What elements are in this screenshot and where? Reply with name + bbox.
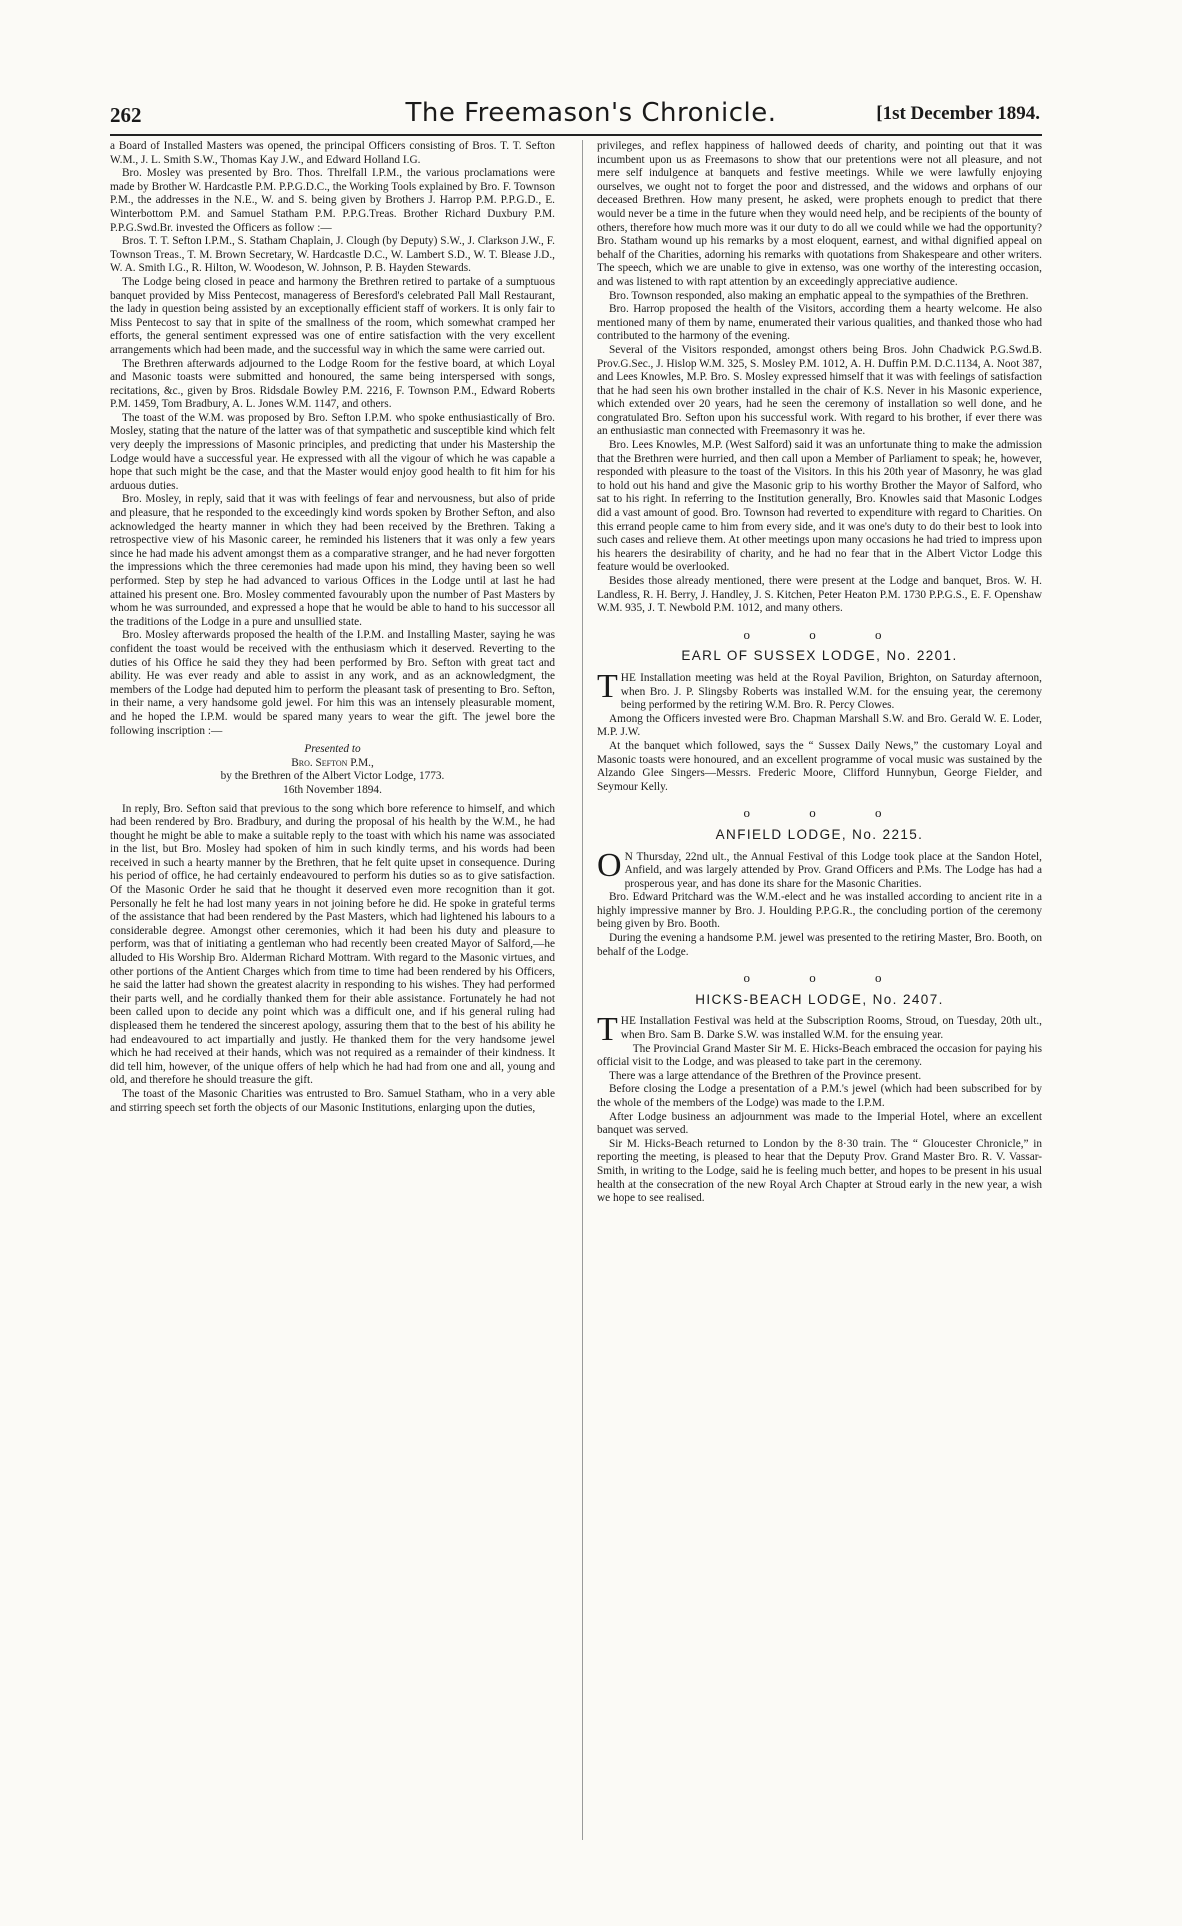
paragraph: HE Installation Festival was held at the Subscription Rooms, Stroud, on Tuesday, 20th ult., when Bro. Sam B. Darke S.W. was installed W.M. for the ensuing year. <box>620 1015 1042 1042</box>
page-header <box>0 0 1182 132</box>
paragraph: Bros. T. T. Sefton I.P.M., S. Statham Chaplain, J. Clough (by Deputy) S.W., J. Clarkson J.W., F. Townson Treas., T. M. Brown Secretary, W. Hardcastle D.C., W. Lambert S.D., W. T. Blease J.D., W. A. Smith I.G., R. Hilton, W. Woodeson, W. Johnson, P. B. Hayden Stewards. <box>110 235 555 275</box>
drop-cap: T <box>597 667 618 705</box>
paragraph: During the evening a handsome P.M. jewel was presented to the retiring Master, Bro. Booth, on behalf of the Lodge. <box>597 932 1042 958</box>
paragraph: Bro. Lees Knowles, M.P. (West Salford) said it was an unfortunate thing to make the admission that the Brethren were hurried, and then call upon a Member of Parliament to speak; he, however, responded with pleasure to the toast of the Visitors. In this his 20th year of Masonry, he was glad to hold out his hand and give the Masonic grip to his worthy Brother the Mayor of Salford, who sat to his right. In referring to the Institution generally, Bro. Knowles said that Masonic Lodges did a vast amount of good. Bro. Townson had reverted to expenditure with regard to Charities. On this errand people came to him from every side, and it was one's duty to do their best to look into such cases and relieve them. At other meetings upon many occasions he had tried to impress upon his hearers the desirability of charity, and he had no fear that in the Albert Victor Lodge this feature would be overlooked. <box>597 439 1042 574</box>
left-column <box>110 140 555 1115</box>
paragraph: Several of the Visitors responded, amongst others being Bros. John Chadwick P.G.Swd.B. Prov.G.Sec., J. Hislop W.M. 325, S. Mosley P.M. 1012, A. H. Duffin P.M. D.C.1134, A. Noot 387, and Lees Knowles, M.P. Bro. S. Mosley expressed himself that it was with feelings of satisfaction that he had seen his own brother installed in the chair of K.S. Never in his Masonic experience, which extended over 20 years, had he seen the ceremony of installation so well done, and he congratulated Bro. Sefton upon his successful work. With regard to his brother, if ever there was an enthusiastic man connected with Freemasonry it was he. <box>597 343 1042 438</box>
paragraph: The toast of the W.M. was proposed by Bro. Sefton I.P.M. who spoke enthusiastically of Bro. Mosley, stating that the nature of the latter was of that sympathetic and susceptible kind which felt very deeply the impressions of Masonic principles, and predicting that under his Mastership the Lodge would have a successful year. He expressed with all the vigour of which he was capable a hope that such might be the case, and that the Master would enjoy good health to fit him for his arduous duties. <box>110 411 555 492</box>
section-heading: EARL OF SUSSEX LODGE, No. 2201. <box>681 648 958 664</box>
paragraph: Bro. Edward Pritchard was the W.M.-elect and he was installed according to ancient rite in a highly impressive manner by Bro. J. Houlding P.P.G.R., the concluding portion of the ceremony being given by Bro. Booth. <box>597 891 1042 931</box>
section-heading: ANFIELD LODGE, No. 2215. <box>715 826 924 842</box>
paragraph: Bro. Harrop proposed the health of the Visitors, according them a hearty welcome. He also mentioned many of them by name, enumerated their various qualities, and thanked those who had contributed to the harmony of the evening. <box>597 303 1042 343</box>
drop-cap: T <box>597 1011 618 1049</box>
inscription-line: Bro. Sefton P.M., <box>291 756 374 769</box>
inscription-line: Presented to <box>304 743 361 756</box>
inscription-line: by the Brethren of the Albert Victor Lodge, 1773. <box>220 770 445 783</box>
paragraph: Sir M. Hicks-Beach returned to London by the 8·30 train. The “ Gloucester Chronicle,” in reporting the meeting, is pleased to hear that the Deputy Prov. Grand Master Bro. R. V. Vassar-Smith, in writing to the Lodge, said he is feeling much better, and hopes to be present in his usual health at the consecration of the new Royal Arch Chapter at Stroud early in the new year, a wish we hope to see realised. <box>597 1137 1042 1205</box>
header-rule <box>110 134 1042 136</box>
paragraph: Among the Officers invested were Bro. Chapman Marshall S.W. and Bro. Gerald W. E. Loder, M.P. J.W. <box>597 712 1042 739</box>
paragraph: The Provincial Grand Master Sir M. E. Hicks-Beach embraced the occasion for paying his official visit to the Lodge, and was pleased to take part in the ceremony. <box>597 1042 1042 1069</box>
section-separator: o o o <box>743 970 910 986</box>
paragraph: Besides those already mentioned, there were present at the Lodge and banquet, Bros. W. H. Landless, R. H. Berry, J. Handley, J. S. Kitchen, Peter Heaton P.M. 1730 P.P.G.S., E. F. Openshaw W.M. 935, J. T. Newbold P.M. 1012, and many others. <box>597 575 1042 615</box>
inscription-line: 16th November 1894. <box>283 783 382 796</box>
paragraph: The toast of the Masonic Charities was entrusted to Bro. Samuel Statham, who in a very able and stirring speech set forth the objects of our Masonic Institutions, enlarging upon the duties, <box>110 1087 555 1114</box>
paragraph: Bro. Mosley, in reply, said that it was with feelings of fear and nervousness, but also of pride and pleasure, that he responded to the exceedingly kind words spoken by Brother Sefton, and also acknowledged the hearty manner in which they had been received by the Brethren. Taking a retrospective view of his Masonic career, he reminded his listeners that it was only a few years since he had made his advent amongst them as a comparative stranger, and he had never forgotten the impressions which the three ceremonies had made upon his mind, they having been so well performed. Step by step he had advanced to various Offices in the Lodge until at last he had attained his present one. Bro. Mosley commented favourably upon the number of Past Masters by whom he was surrounded, and expressed a hope that he would be able to hand to his successor all the traditions of the Lodge in a pure and unsullied state. <box>110 493 555 628</box>
column-divider <box>582 140 583 1840</box>
paragraph: a Board of Installed Masters was opened, the principal Officers consisting of Bros. T. T. Sefton W.M., J. L. Smith S.W., Thomas Kay J.W., and Edward Holland I.G. <box>110 140 555 166</box>
section-separator: o o o <box>743 626 910 642</box>
paragraph: At the banquet which followed, says the “ Sussex Daily News,” the customary Loyal and Masonic toasts were honoured, and an excellent programme of vocal music was sustained by the Alzando Glee Singers—Messrs. Frederic Moore, Clifford Hunnybun, George Fielder, and Seymour Kelly. <box>597 739 1042 793</box>
paragraph: The Brethren afterwards adjourned to the Lodge Room for the festive board, at which Loyal and Masonic toasts were submitted and honoured, the same being interspersed with songs, recitations, &c., given by Bros. Ridsdale Bowley P.M. 2216, F. Townson P.M., Edward Roberts P.M. 1459, Tom Bradbury, A. L. Jones W.M. 1147, and others. <box>110 357 555 411</box>
paragraph: After Lodge business an adjournment was made to the Imperial Hotel, where an excellent banquet was served. <box>597 1110 1042 1137</box>
right-column <box>597 140 1042 1206</box>
paragraph: The Lodge being closed in peace and harmony the Brethren retired to partake of a sumptuous banquet provided by Miss Pentecost, manageress of Beresford's celebrated Pall Mall Restaurant, the lady in question being assisted by an exceptionally efficient staff of workers. It is only fair to Miss Pentecost to say that in spite of the smallness of the room, which somewhat cramped her efforts, the general sentiment expressed was one of entire satisfaction with the very excellent arrangements which had been made, and the successful way in which the same were carried out. <box>110 275 555 356</box>
paragraph: Bro. Townson responded, also making an emphatic appeal to the sympathies of the Brethren. <box>609 289 1029 302</box>
paragraph: Bro. Mosley afterwards proposed the health of the I.P.M. and Installing Master, saying he was confident the toast would be received with the enthusiasm which it deserved. Reverting to the duties of his Office he said they they had been performed by Bro. Sefton with great tact and ability. He was ever ready and able to assist in any work, and as an acknowledgment, the members of the Lodge had deputed him to perform the pleasant task of presenting to Bro. Sefton, in their name, a very handsome gold jewel. For him this was an intensely pleasurable moment, and he hoped the I.P.M. would be spared many years to wear the gift. The jewel bore the following inscription :— <box>110 629 555 737</box>
paragraph: HE Installation meeting was held at the Royal Pavilion, Brighton, on Saturday afternoon, when Bro. J. P. Slingsby Roberts was installed W.M. for the ensuing year, the ceremony being performed by the retiring W.M. Bro. R. Percy Clowes. <box>620 671 1042 712</box>
paragraph: In reply, Bro. Sefton said that previous to the song which bore reference to himself, and which had been rendered by Bro. Bradbury, and during the proposal of his health by the W.M., he had thought he might be able to make a suitable reply to the toast with which his name was associated in the list, but Bro. Mosley had spoken of him in such kindly terms, and his words had been received in such a hearty manner by the Brethren, that he felt quite upset in consequence. During his period of office, he had certainly endeavoured to perform his duties so as to give satisfaction. Of the Masonic Order he said that he thought it deserved even more recognition than it got. Personally he felt he had lost many years in not joining before he did. He spoke in grateful terms of the assistance that had been rendered by the Past Masters, which had lightened his labours to a considerable degree. Amongst other ceremonies, which it had been his duty and pleasure to perform, was that of initiating a gentleman who had recently been created Mayor of Salford,—he alluded to His Worship Bro. Alderman Richard Mottram. With regard to the Masonic virtues, and other portions of the Antient Charges which from time to time had been rendered by his Officers, he said the latter had shown the greatest alacrity in responding to his wishes. They had performed their parts well, and he cordially thanked them for their able assistance. Fortunately he had not been called upon to decide any point which was a difficult one, and if his general ruling had displeased them he tendered the sincerest apology, assuring them that to the best of his ability he had endeavoured to act impartially and justly. He thanked them for the very handsome jewel which he had received at their hands, which was not required as a remainder of their kindness. It did tell him, however, of the unique offers of help which he had had from one and all, young and old, and therefore he should treasure the gift. <box>110 802 555 1087</box>
drop-cap: O <box>597 846 622 884</box>
paragraph: N Thursday, 22nd ult., the Annual Festival of this Lodge took place at the Sandon Hotel, Anfield, and was largely attended by Prov. Grand Officers and P.Ms. The Lodge has had a prosperous year, and has done its share for the Masonic Charities. <box>624 850 1042 890</box>
masthead-title: The Freemason's Chronicle. <box>405 98 777 128</box>
section-heading: HICKS-BEACH LODGE, No. 2407. <box>695 991 944 1007</box>
section-separator: o o o <box>743 805 910 821</box>
paragraph: Bro. Mosley was presented by Bro. Thos. Threlfall I.P.M., the various proclamations were made by Brother W. Hardcastle P.M. P.P.G.D.C., the Working Tools explained by Bro. F. Townson P.M., the addresses in the N.E., W. and S. being given by Brothers J. Harrop P.M. P.P.G.D., E. Winterbottom P.M. and Samuel Statham P.M. P.P.G.Treas. Brother Richard Duxbury P.M. P.P.G.Swd.Br. invested the Officers as follow :— <box>110 167 555 234</box>
issue-date: [1st December 1894. <box>876 103 1040 124</box>
paragraph: Before closing the Lodge a presentation of a P.M.'s jewel (which had been subscribed for by the whole of the members of the Lodge) was made to the I.P.M. <box>597 1083 1042 1109</box>
paragraph: There was a large attendance of the Brethren of the Province present. <box>609 1069 922 1082</box>
paragraph: privileges, and reflex happiness of hallowed deeds of charity, and pointing out that it was incumbent upon us as Freemasons to show that our pretentions were not all pleasure, and not mere self indulgence at banquets and festive meetings. While we were lawfully enjoying ourselves, we ought not to forget the poor and distressed, and the widows and orphans of our deceased Brethren. How many present, he asked, were prophets enough to predict that there would never be a time in the future when they would need help, and be recipients of the bounty of others, therefore how much more was it our duty to do all we could while we had the opportunity? Bro. Statham wound up his remarks by a most eloquent, earnest, and withal dignified appeal on behalf of the Charities, adorning his remarks with quotations from Shakespeare and other writers. The speech, which we are unable to give in extenso, was one worthy of the interesting occasion, and was listened to with rapt attention by an exceedingly appreciative audience. <box>597 140 1042 288</box>
page-number: 262 <box>110 103 142 127</box>
